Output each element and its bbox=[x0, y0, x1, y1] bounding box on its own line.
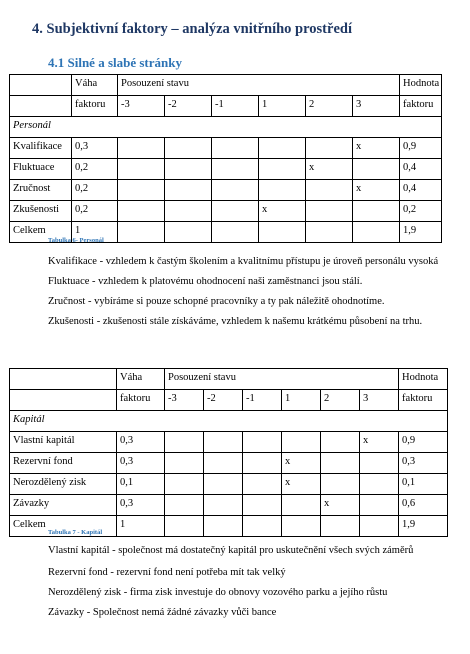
assessment-mark bbox=[204, 495, 243, 516]
empty-cell bbox=[72, 117, 118, 138]
personal-table bbox=[9, 74, 442, 243]
assessment-mark bbox=[118, 222, 165, 243]
factor-name: Závazky bbox=[10, 495, 117, 516]
table-header-row bbox=[10, 96, 442, 117]
assessment-mark bbox=[165, 222, 212, 243]
assessment-mark bbox=[212, 159, 259, 180]
assessment-mark: x bbox=[282, 474, 321, 495]
table-row bbox=[10, 432, 448, 453]
paragraph: Zručnost - vybíráme si pouze schopné pracovníky a ty pak náležitě ohodnotíme. bbox=[48, 296, 385, 307]
assessment-mark: x bbox=[353, 180, 400, 201]
assessment-mark bbox=[360, 516, 399, 537]
table-row bbox=[10, 453, 448, 474]
table-section-row bbox=[10, 411, 448, 432]
assessment-mark bbox=[243, 516, 282, 537]
factor-name: Kvalifikace bbox=[10, 138, 72, 159]
factor-name: Rezervní fond bbox=[10, 453, 117, 474]
assessment-mark: x bbox=[259, 201, 306, 222]
assessment-mark bbox=[212, 201, 259, 222]
empty-cell bbox=[353, 117, 400, 138]
assessment-mark bbox=[165, 138, 212, 159]
paragraph: Kvalifikace - vzhledem k častým školením a kvalitnímu přístupu je úroveň personálu vysoká bbox=[48, 256, 439, 267]
assessment-mark bbox=[243, 495, 282, 516]
scale-cell: 3 bbox=[360, 390, 399, 411]
assessment-mark bbox=[306, 201, 353, 222]
subsection-heading: 4.1 Silné a slabé stránky bbox=[48, 55, 182, 70]
assessment-mark bbox=[321, 474, 360, 495]
assessment-mark bbox=[165, 159, 212, 180]
factor-value: 0,6 bbox=[399, 495, 448, 516]
assessment-mark bbox=[306, 222, 353, 243]
empty-cell bbox=[259, 117, 306, 138]
assessment-mark: x bbox=[282, 453, 321, 474]
factor-value: 0,3 bbox=[399, 453, 448, 474]
assessment-mark: x bbox=[321, 495, 360, 516]
assessment-mark: x bbox=[306, 159, 353, 180]
assessment-mark bbox=[282, 495, 321, 516]
assessment-mark: x bbox=[360, 432, 399, 453]
assessment-mark bbox=[259, 138, 306, 159]
paragraph: Fluktuace - vzhledem k platovému ohodnocení naši zaměstnanci jsou stálí. bbox=[48, 276, 363, 287]
assessment-mark bbox=[118, 180, 165, 201]
paragraph: Zkušenosti - zkušenosti stále získáváme, vzhledem k našemu krátkému působení na trhu. bbox=[48, 316, 423, 327]
header-value-sub: faktoru bbox=[400, 96, 442, 117]
assessment-mark bbox=[118, 159, 165, 180]
table-header-row bbox=[10, 390, 448, 411]
empty-cell bbox=[118, 117, 165, 138]
capital-table bbox=[9, 368, 448, 537]
header-weight-sub: faktoru bbox=[117, 390, 165, 411]
assessment-mark bbox=[165, 201, 212, 222]
scale-cell: 2 bbox=[321, 390, 360, 411]
table-row bbox=[10, 138, 442, 159]
assessment-mark bbox=[165, 474, 204, 495]
assessment-mark bbox=[243, 453, 282, 474]
assessment-mark bbox=[360, 495, 399, 516]
assessment-mark bbox=[204, 453, 243, 474]
table-header-row bbox=[10, 369, 448, 390]
assessment-mark bbox=[321, 516, 360, 537]
scale-cell: -3 bbox=[165, 390, 204, 411]
table-caption: Tabulka 6- Personál bbox=[48, 237, 104, 244]
assessment-mark bbox=[353, 222, 400, 243]
assessment-mark bbox=[282, 432, 321, 453]
header-value: Hodnota bbox=[400, 75, 442, 96]
factor-weight: 0,3 bbox=[117, 453, 165, 474]
section-label: Kapitál bbox=[10, 411, 117, 432]
header-assessment: Posouzení stavu bbox=[118, 75, 400, 96]
empty-cell bbox=[282, 411, 321, 432]
empty-cell bbox=[321, 411, 360, 432]
factor-weight: 0,2 bbox=[72, 180, 118, 201]
header-empty bbox=[10, 369, 117, 390]
assessment-mark bbox=[259, 180, 306, 201]
section-label: Personál bbox=[10, 117, 72, 138]
scale-cell: -3 bbox=[118, 96, 165, 117]
assessment-mark bbox=[212, 222, 259, 243]
assessment-mark bbox=[165, 516, 204, 537]
assessment-mark bbox=[204, 516, 243, 537]
assessment-mark bbox=[321, 432, 360, 453]
factor-value: 0,2 bbox=[400, 201, 442, 222]
factor-weight: 0,1 bbox=[117, 474, 165, 495]
assessment-mark bbox=[204, 474, 243, 495]
table-section-row bbox=[10, 117, 442, 138]
header-empty bbox=[10, 96, 72, 117]
factor-weight: 0,2 bbox=[72, 159, 118, 180]
table-caption: Tabulka 7 - Kapitál bbox=[48, 529, 103, 536]
capital-note: Závazky - Společnost nemá žádné závazky vůči bance bbox=[48, 607, 277, 618]
table-header-row bbox=[10, 75, 442, 96]
assessment-mark bbox=[353, 159, 400, 180]
assessment-mark bbox=[360, 474, 399, 495]
scale-cell: 2 bbox=[306, 96, 353, 117]
capital-note: Rezervní fond - rezervní fond není potřeba mít tak velký bbox=[48, 567, 286, 578]
factor-weight: 1 bbox=[72, 222, 118, 243]
table-row bbox=[10, 474, 448, 495]
header-weight: Váha bbox=[72, 75, 118, 96]
empty-cell bbox=[165, 117, 212, 138]
assessment-mark bbox=[321, 453, 360, 474]
header-assessment: Posouzení stavu bbox=[165, 369, 399, 390]
assessment-mark bbox=[360, 453, 399, 474]
assessment-mark bbox=[212, 138, 259, 159]
factor-value: 0,1 bbox=[399, 474, 448, 495]
assessment-mark bbox=[212, 180, 259, 201]
assessment-mark bbox=[282, 516, 321, 537]
table-row bbox=[10, 159, 442, 180]
factor-weight: 0,3 bbox=[72, 138, 118, 159]
header-empty bbox=[10, 75, 72, 96]
scale-cell: -2 bbox=[204, 390, 243, 411]
capital-note: Vlastní kapitál - společnost má dostatečný kapitál pro uskutečnění všech svých záměrů bbox=[48, 545, 414, 556]
factor-weight: 0,2 bbox=[72, 201, 118, 222]
factor-name: Fluktuace bbox=[10, 159, 72, 180]
assessment-mark bbox=[165, 432, 204, 453]
factor-weight: 0,3 bbox=[117, 495, 165, 516]
header-weight: Váha bbox=[117, 369, 165, 390]
capital-note: Nerozdělený zisk - firma zisk investuje do obnovy vozového parku a jejího růstu bbox=[48, 587, 388, 598]
assessment-mark bbox=[353, 201, 400, 222]
table-row bbox=[10, 495, 448, 516]
factor-value: 0,4 bbox=[400, 180, 442, 201]
section-heading: 4. Subjektivní faktory – analýza vnitřního prostředí bbox=[32, 21, 352, 37]
assessment-mark bbox=[259, 222, 306, 243]
assessment-mark bbox=[259, 159, 306, 180]
assessment-mark bbox=[306, 180, 353, 201]
empty-cell bbox=[204, 411, 243, 432]
table-row bbox=[10, 201, 442, 222]
factor-name: Celkem bbox=[10, 516, 117, 537]
assessment-mark bbox=[165, 495, 204, 516]
factor-value: 1,9 bbox=[400, 222, 442, 243]
assessment-mark bbox=[243, 474, 282, 495]
header-value-sub: faktoru bbox=[399, 390, 448, 411]
scale-cell: -1 bbox=[212, 96, 259, 117]
assessment-mark bbox=[118, 201, 165, 222]
paragraphs-personal bbox=[14, 252, 458, 332]
factor-value: 0,4 bbox=[400, 159, 442, 180]
header-value: Hodnota bbox=[399, 369, 448, 390]
scale-cell: -2 bbox=[165, 96, 212, 117]
factor-weight: 0,3 bbox=[117, 432, 165, 453]
empty-cell bbox=[117, 411, 165, 432]
empty-cell bbox=[243, 411, 282, 432]
factor-name: Nerozdělený zisk bbox=[10, 474, 117, 495]
factor-value: 0,9 bbox=[399, 432, 448, 453]
factor-name: Zručnost bbox=[10, 180, 72, 201]
empty-cell bbox=[165, 411, 204, 432]
factor-value: 1,9 bbox=[399, 516, 448, 537]
assessment-mark bbox=[306, 138, 353, 159]
header-weight-sub: faktoru bbox=[72, 96, 118, 117]
empty-cell bbox=[400, 117, 442, 138]
factor-value: 0,9 bbox=[400, 138, 442, 159]
factor-weight: 1 bbox=[117, 516, 165, 537]
factor-name: Zkušenosti bbox=[10, 201, 72, 222]
assessment-mark bbox=[118, 138, 165, 159]
empty-cell bbox=[212, 117, 259, 138]
assessment-mark: x bbox=[353, 138, 400, 159]
empty-cell bbox=[360, 411, 399, 432]
factor-name: Celkem bbox=[10, 222, 72, 243]
scale-cell: 1 bbox=[282, 390, 321, 411]
empty-cell bbox=[399, 411, 448, 432]
assessment-mark bbox=[243, 432, 282, 453]
scale-cell: -1 bbox=[243, 390, 282, 411]
header-empty bbox=[10, 390, 117, 411]
scale-cell: 1 bbox=[259, 96, 306, 117]
scale-cell: 3 bbox=[353, 96, 400, 117]
assessment-mark bbox=[204, 432, 243, 453]
assessment-mark bbox=[165, 180, 212, 201]
assessment-mark bbox=[165, 453, 204, 474]
factor-name: Vlastní kapitál bbox=[10, 432, 117, 453]
table-row bbox=[10, 180, 442, 201]
empty-cell bbox=[306, 117, 353, 138]
